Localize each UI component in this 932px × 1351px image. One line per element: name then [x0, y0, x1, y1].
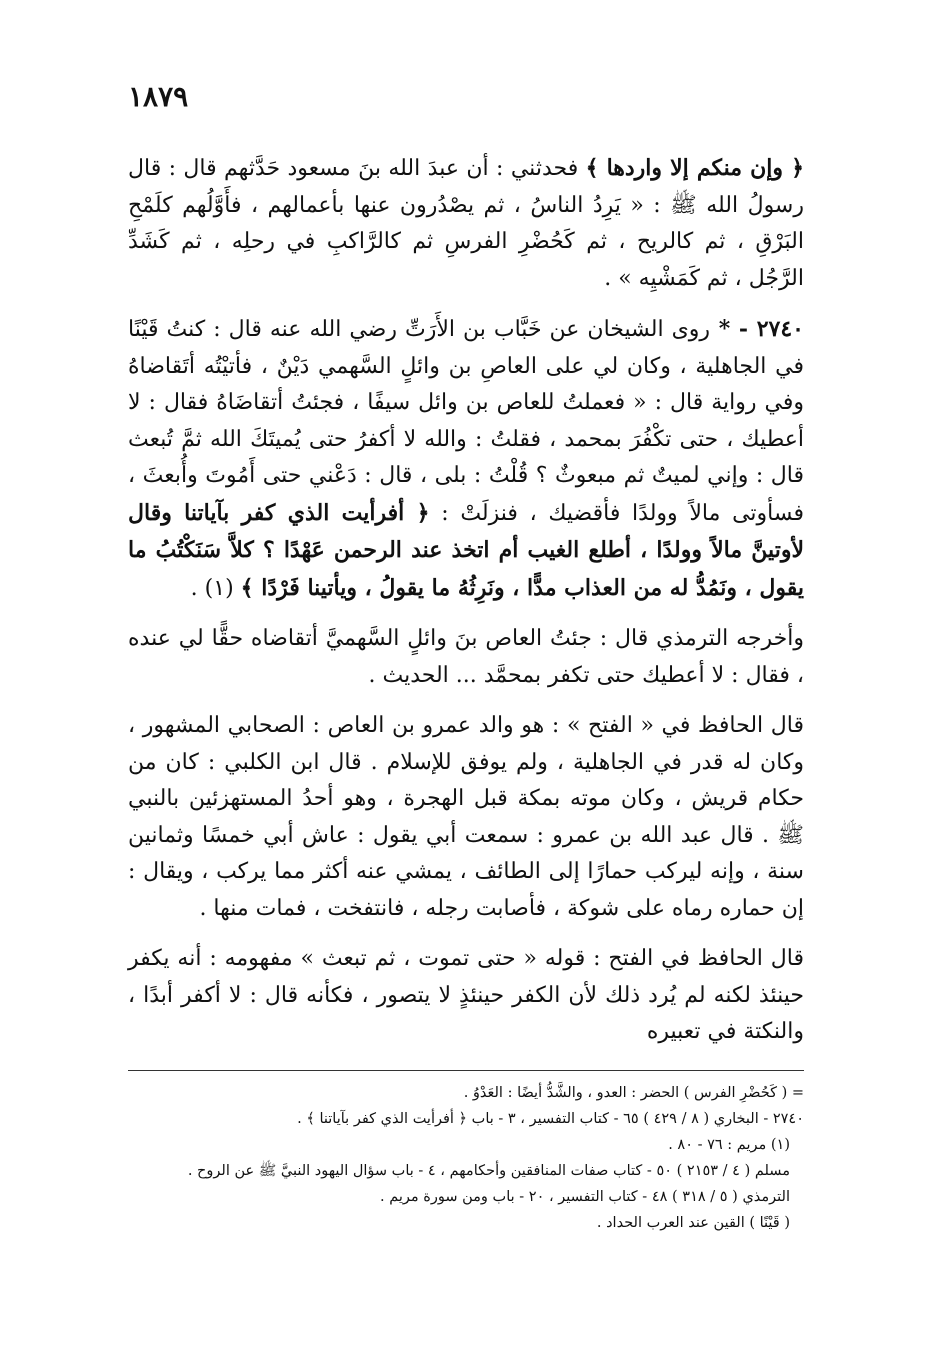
- footnote-line: الترمذي ( ٥ / ٣١٨ ) ٤٨ - كتاب التفسير ، ٢٠ - باب ومن سورة مريم .: [380, 1189, 790, 1205]
- paragraph-tirmidhi: [128, 621, 804, 694]
- paragraph-text: قال الحافظ في الفتح : قوله « حتى تموت ، ثم تبعث » مفهومه : أنه يكفر حينئذ لكنه لم يُرد ذلك لأن الكفر حينئذٍ لا يتصور ، فكأنه قال : لا أكفر أبدًا ، والنكتة في تعبيره: [128, 946, 804, 1044]
- paragraph-commentary-1: [128, 708, 804, 927]
- footnotes: [128, 1080, 804, 1236]
- paragraph-text: قال الحافظ في « الفتح » : هو والد عمرو بن العاص : الصحابي المشهور ، وكان له قدر في الجاهلية ، ولم يوفق للإسلام . قال ابن الكلبي : كان من حكام قريش ، وكان موته بمكة قبل الهجرة ، وهو أحدُ المستهزئين بالنبي ﷺ . قال عبد الله بن عمرو : سمعت أبي يقول : عاش أبي خمسًا وثمانين سنة ، وإنه ليركب حمارًا إلى الطائف ، يمشي عنه أكثر مما يركب ، ويقال : إن حماره رماه على شوكة ، فأصابت رجله ، فانتفخت ، فمات منها .: [128, 713, 804, 921]
- footnote-marker: (١) .: [190, 575, 234, 601]
- footnote-line: ٢٧٤٠ - البخاري ( ٨ / ٤٢٩ ) ٦٥ - كتاب التفسير ، ٣ - باب ﴿ أفرأيت الذي كفر بآياتنا ﴾ .: [297, 1111, 804, 1127]
- main-text: [128, 150, 804, 1051]
- footnote-divider: [128, 1070, 804, 1071]
- paragraph-text: فحدثني : أن عبدَ الله بنَ مسعود حَدَّثهم قال : قال رسولُ الله ﷺ : « يَرِدُ الناسُ ، ثم يصْدُرون عنها بأعمالهم ، فأَوَّلُهم كلَمْحِ البَرْقِ ، ثم كالريح ، ثم كَحُضْرِ الفرسِ ثم كالرَّاكبِ في رحلِه ، ثم كَشَدِّ الرَّجُل ، ثم كَمَشْيِه » .: [128, 156, 804, 291]
- paragraph-hadith-continuation: [128, 150, 804, 297]
- footnote-line: ( قَيْنًا ) القين عند العرب الحداد .: [596, 1215, 790, 1231]
- quran-reference: ﴿ وإن منكم إلا واردها ﴾: [585, 155, 804, 181]
- paragraph-hadith-2740: [128, 311, 804, 607]
- quran-verse: ﴿ أفرأيت الذي كفر بآياتنا وقال لأوتينَّ مالاً وولدًا ، أطلع الغيب أم اتخذ عند الرحمن عَهْدًا ؟ كلاَّ سَنَكْتُبُ ما يقول ، ونَمُدُّ له من العذاب مدًّا ، ونَرِثُهُ ما يقولُ ، ويأتينا فَرْدًا ﴾: [128, 499, 804, 601]
- paragraph-text: روى الشيخان عن خَبَّاب بن الأَرَتِّ رضي الله عنه قال : كنتُ قَيْنًا في الجاهلية ، وكان لي على العاصِ بن وائلٍ السَّهمي دَيْنٌ ، فأتيْتُه أتَقاضاهُ وفي رواية قال : « فعملتُ للعاص بن وائل سيفًا ، فجئتُ أتقاضَاهُ فقال : لا أعطيك ، حتى تكْفُرَ بمحمد ، فقلتُ : والله لا أكفرُ حتى يُميتَكَ الله ثمَّ تُبعث قال : وإني لميتٌ ثم مبعوثٌ ؟ قُلْتُ : بلى ، قال : دَعْني حتى أَمُوتَ وأُبعثَ ، فسأوتى مالاً وولدًا فأقضيك ، فنزلَتْ :: [128, 317, 805, 526]
- footnote-line: (١) مريم : ٧٦ - ٨٠ .: [668, 1137, 790, 1153]
- hadith-number: ٢٧٤٠ - *: [710, 316, 804, 342]
- paragraph-commentary-2: [128, 941, 804, 1051]
- paragraph-text: وأخرجه الترمذي قال : جئتُ العاص بنَ وائلٍ السَّهميَّ أتقاضاه حقًّا لي عنده ، فقال : لا أعطيك حتى تكفر بمحمَّد ... الحديث .: [128, 626, 804, 688]
- footnote-line: مسلم ( ٤ / ٢١٥٣ ) ٥٠ - كتاب صفات المنافقين وأحكامهم ، ٤ - باب سؤال اليهود النبيَّ ﷺ عن الروح .: [187, 1163, 790, 1179]
- footnote-line: = ( كَحُضْرِ الفرس ) الحضر : العدو ، والشَّدُّ أيضًا : العَدْوُ .: [463, 1085, 804, 1101]
- page-number: ١٨٧٩: [128, 80, 189, 113]
